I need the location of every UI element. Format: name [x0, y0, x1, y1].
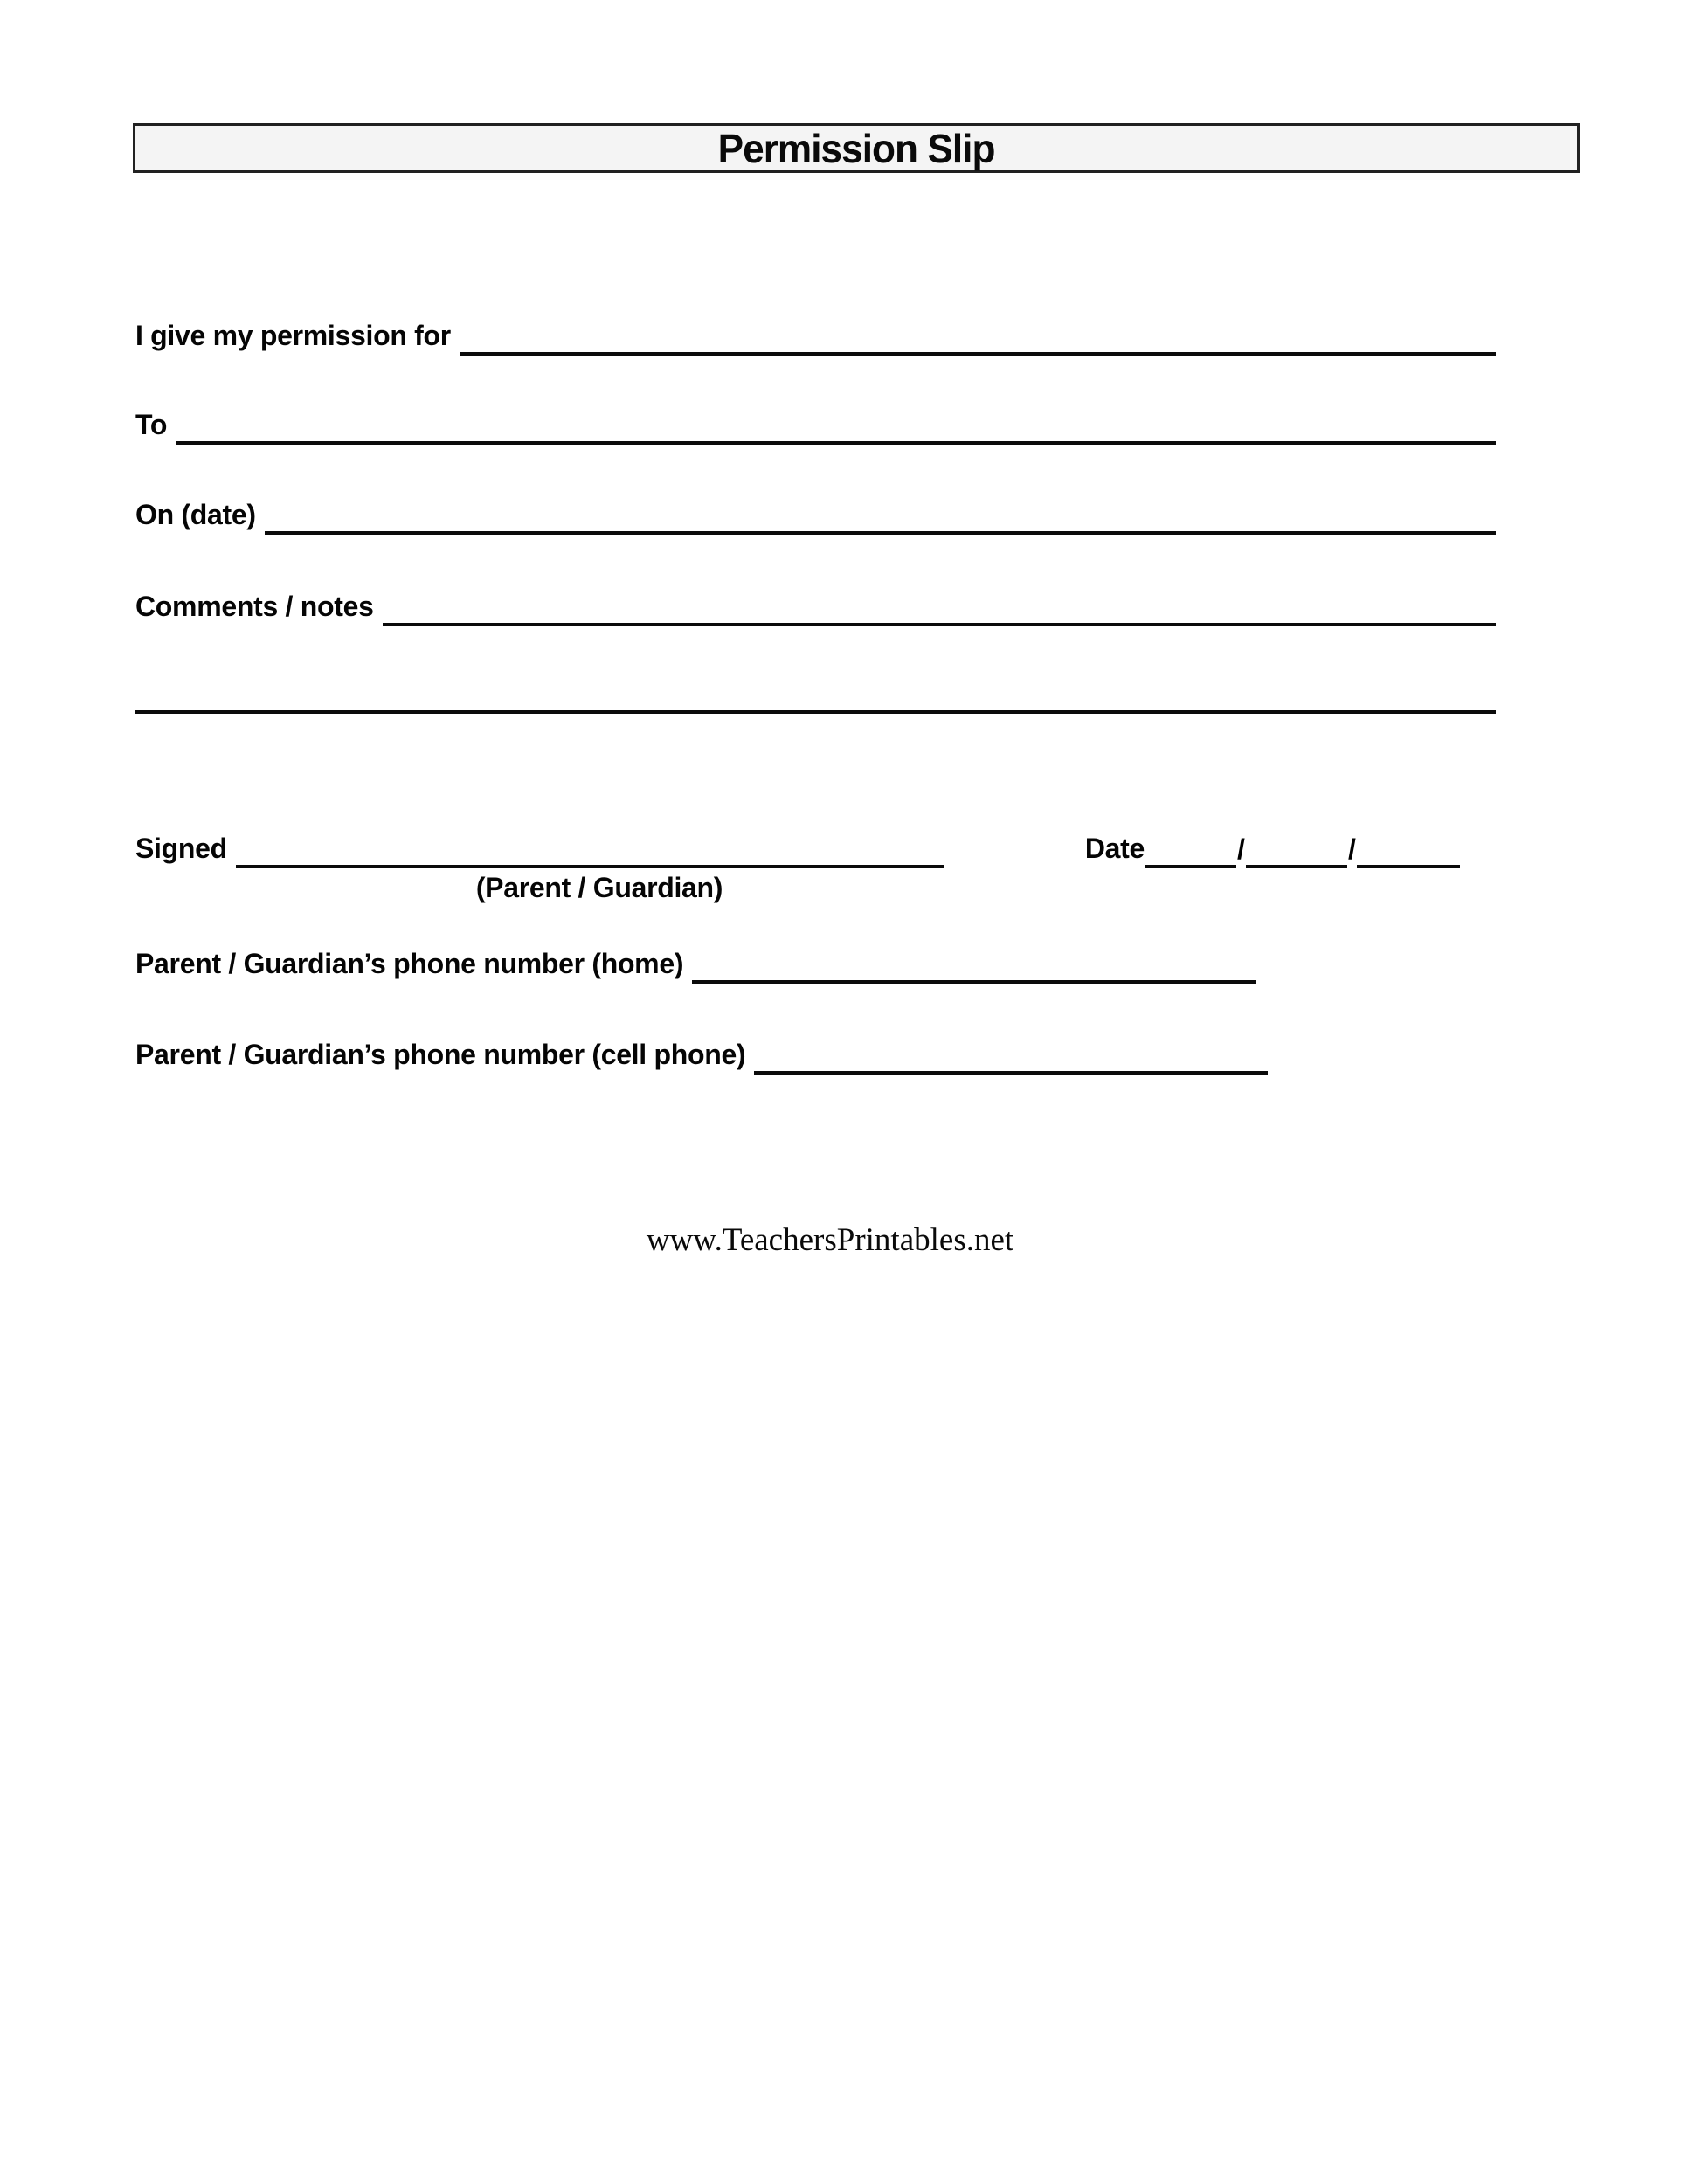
field-row-phone-cell [135, 1034, 1268, 1075]
on-date-label: On (date) [135, 499, 256, 530]
signed-label: Signed [135, 833, 227, 864]
footer-url: www.TeachersPrintables.net [646, 1222, 1014, 1258]
comments-overflow-input-line[interactable] [135, 710, 1496, 714]
date-month-input-line[interactable] [1145, 828, 1236, 868]
form-title-bar [133, 123, 1580, 173]
field-row-on-date [135, 494, 1496, 535]
permission-for-input-line[interactable] [460, 315, 1496, 356]
field-row-phone-home [135, 943, 1256, 984]
phone-home-label: Parent / Guardian’s phone number (home) [135, 948, 684, 979]
date-day-input-line[interactable] [1246, 828, 1347, 868]
date-year-input-line[interactable] [1357, 828, 1460, 868]
permission-for-label: I give my permission for [135, 320, 451, 351]
date-separator-slash: / [1347, 833, 1356, 865]
field-row-permission-for [135, 315, 1496, 356]
phone-home-input-line[interactable] [692, 943, 1256, 984]
to-input-line[interactable] [176, 404, 1496, 445]
comments-input-line[interactable] [383, 586, 1496, 626]
phone-cell-label: Parent / Guardian’s phone number (cell phone) [135, 1039, 746, 1070]
field-row-to [135, 404, 1496, 445]
signed-input-line[interactable] [236, 828, 944, 868]
on-date-input-line[interactable] [265, 494, 1496, 535]
phone-cell-input-line[interactable] [754, 1034, 1268, 1075]
field-row-comments [135, 586, 1496, 626]
form-title: Permission Slip [717, 125, 995, 171]
to-label: To [135, 409, 168, 440]
date-label: Date [1084, 833, 1145, 864]
date-separator-slash: / [1237, 833, 1245, 865]
signed-sublabel: (Parent / Guardian) [475, 872, 723, 903]
comments-label: Comments / notes [135, 591, 374, 622]
field-row-signed-date [135, 828, 1498, 868]
